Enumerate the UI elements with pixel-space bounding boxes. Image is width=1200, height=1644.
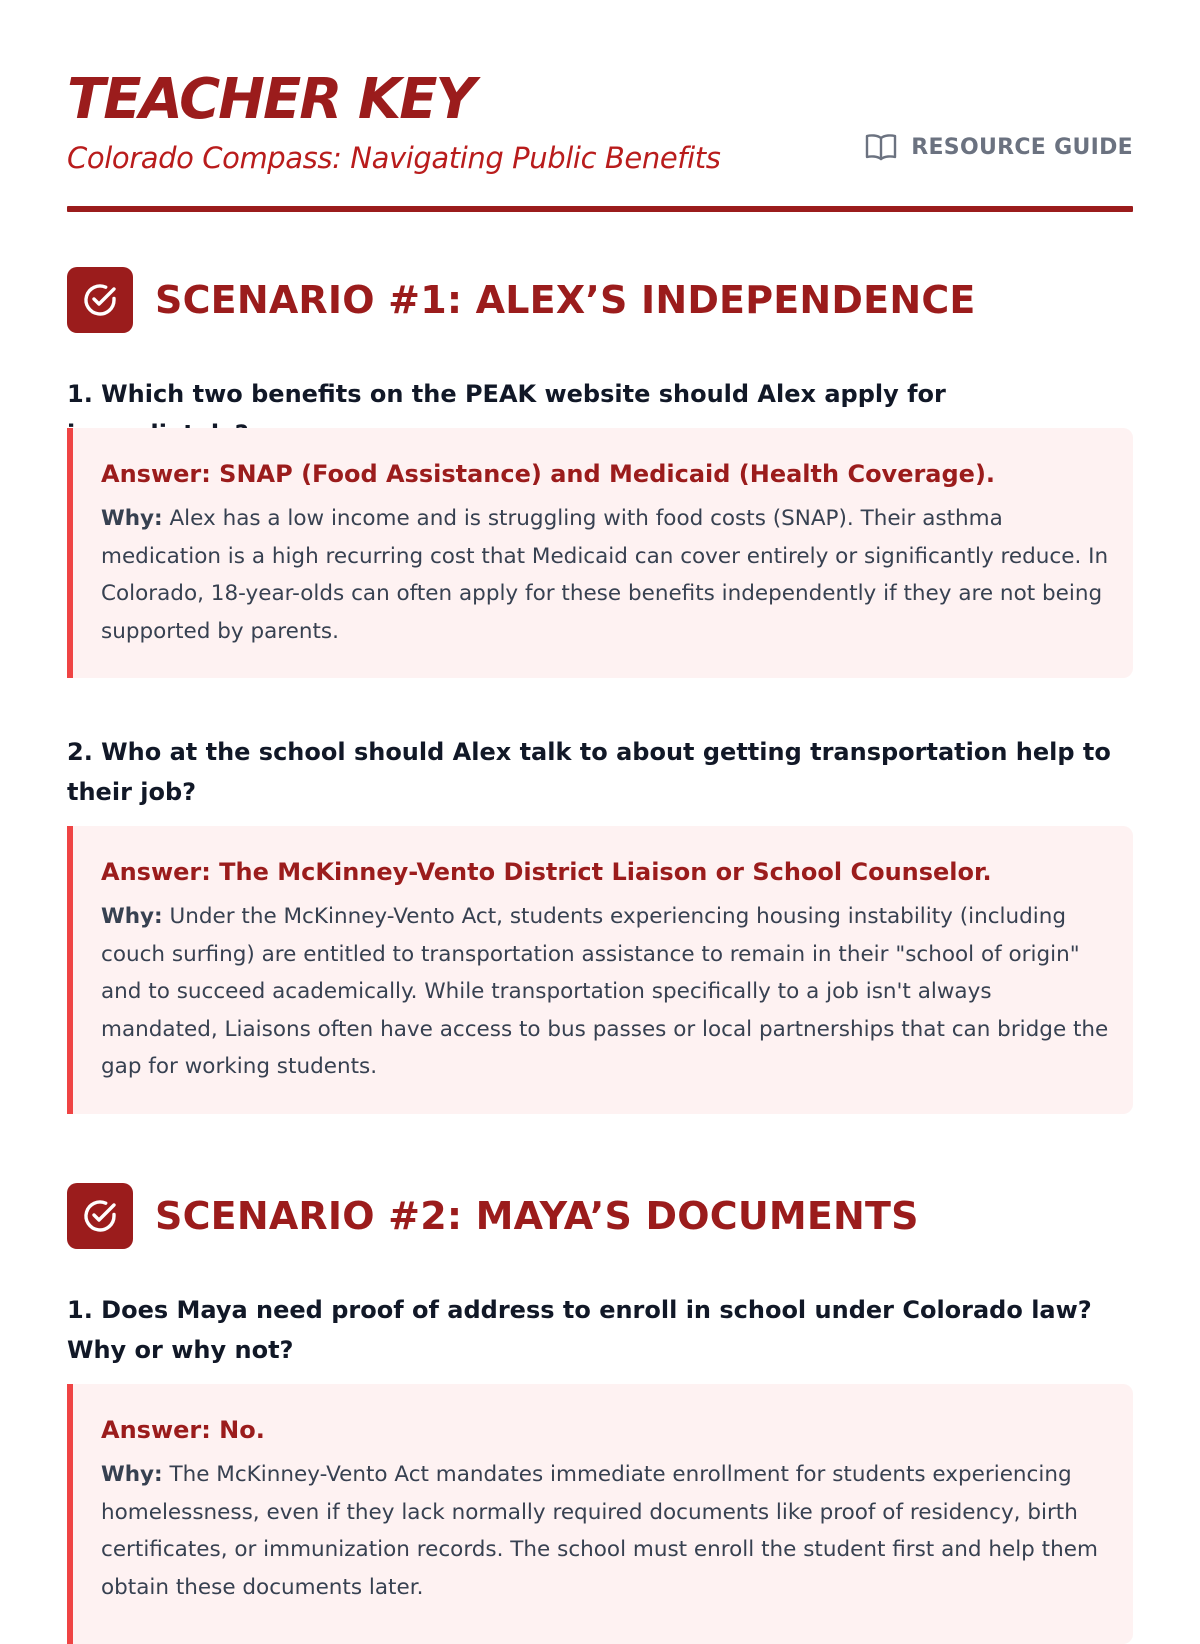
page-subtitle: Colorado Compass: Navigating Public Benefits (67, 141, 721, 175)
scenario-1-answer-1-box (67, 428, 1133, 678)
why-label: Why: (101, 506, 163, 531)
scenario-1-question-2: 2. Who at the school should Alex talk to about getting transportation help to their job? (67, 738, 1111, 806)
why-label: Why: (101, 904, 163, 929)
why-text: Under the McKinney-Vento Act, students experiencing housing instability (including couch surfing) are entitled to transportation assistance to remain in their "school of origin" and to succeed academically. While transportation specifically to a job isn't always mandated, Liaisons often have access to bus passes or local partnerships that can bridge the gap for working students. (101, 904, 1109, 1079)
page-header (67, 0, 1133, 215)
book-open-icon (865, 132, 897, 162)
scenario-2-title: SCENARIO #2: MAYA’S DOCUMENTS (155, 1194, 919, 1238)
scenario-2-question-1: 1. Does Maya need proof of address to enroll in school under Colorado law? Why or why not? (67, 1296, 1092, 1364)
header-divider (67, 206, 1133, 212)
scenario-1-answer-2-box (67, 826, 1133, 1114)
check-circle-icon (67, 1183, 133, 1249)
scenario-2-why-1 (101, 1456, 1109, 1606)
scenario-1-title: SCENARIO #1: ALEX’S INDEPENDENCE (155, 278, 976, 322)
scenario-2-answer-1: Answer: No. (101, 1416, 265, 1444)
scenario-2-heading (67, 1183, 1133, 1249)
page (67, 0, 1133, 1600)
resource-guide-link[interactable] (865, 132, 1133, 162)
scenario-1-answer-1: Answer: SNAP (Food Assistance) and Medicaid (Health Coverage). (101, 460, 996, 488)
scenario-1-why-2 (101, 898, 1109, 1086)
resource-guide-label: RESOURCE GUIDE (911, 134, 1133, 160)
scenario-1-question-1: 1. Which two benefits on the PEAK website should Alex apply for (67, 380, 946, 408)
scenario-2-answer-1-box (67, 1384, 1133, 1644)
scenario-1-answer-2: Answer: The McKinney-Vento District Liaison or School Counselor. (101, 858, 992, 886)
check-circle-icon (67, 267, 133, 333)
why-text: The McKinney-Vento Act mandates immediate enrollment for students experiencing homelessness, even if they lack normally required documents like proof of residency, birth certificates, or immunization records. The school must enroll the student first and help them obtain these documents later. (101, 1462, 1098, 1600)
scenario-1-heading (67, 267, 1133, 333)
why-label: Why: (101, 1462, 163, 1487)
page-title: TEACHER KEY (67, 67, 475, 132)
scenario-1-why-1 (101, 500, 1109, 650)
why-text: Alex has a low income and is struggling with food costs (SNAP). Their asthma medication is a high recurring cost that Medicaid can cover entirely or significantly reduce. In Colorado, 18-year-olds can often apply for these benefits independently if they are not being supported by parents. (101, 506, 1109, 644)
